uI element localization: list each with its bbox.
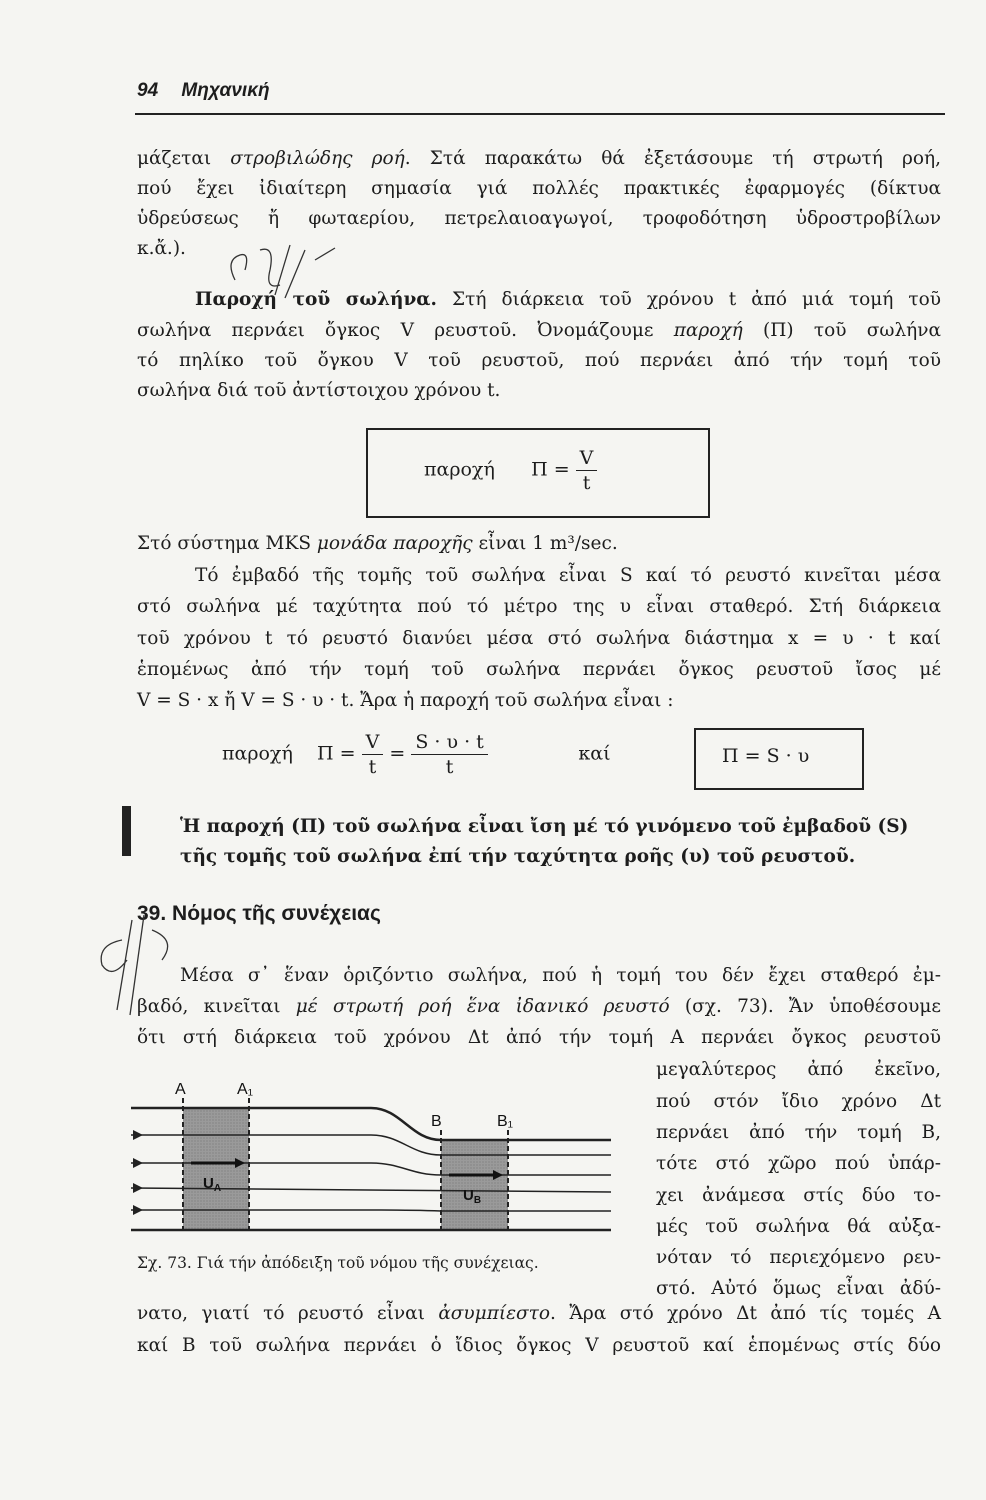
label-ub: $U_B$ [463,1187,482,1206]
formula-1: παροχή Π = $\frac{V}{t}$ [424,446,597,495]
figure-73-pipe-diagram [131,1080,611,1240]
theorem-line1: Ἡ παροχή (Π) τοῦ σωλήνα εἶναι ἴση μέ τό γινόμενο τοῦ ἐμβαδοῦ (S) [180,816,909,837]
para3-line1: Τό ἐμβαδό τῆς τομῆς τοῦ σωλήνα εἶναι S καί τό ρευστό κινεῖται μέσα [195,565,941,586]
para3-line5: V = S · x ἤ V = S · υ · t. Ἄρα ἡ παροχή τοῦ σωλήνα εἶναι : [137,690,674,711]
right-col-line6: μές τοῦ σωλήνα θά αὐξα- [656,1216,941,1237]
label-a: A [175,1081,186,1098]
formula-2: παροχή Π = $\frac{V}{t}$ = $\frac{S \cdot \upsilon \cdot t}{t}$ καί [222,731,611,778]
right-col-line3: περνάει ἀπό τήν τομή B, [656,1122,941,1143]
mks-unit-line: Στό σύστημα MKS μονάδα παροχῆς εἶναι 1 m³/sec. [137,533,618,554]
running-header [137,80,270,102]
para2-title: Παροχή τοῦ σωλήνα. [195,289,437,310]
para4-line1: Μέσα σ᾿ ἕναν ὁριζόντιο σωλήνα, πού ἡ τομή του δέν ἔχει σταθερό ἐμ- [180,965,941,986]
para1-line4: κ.ἄ.). [137,238,186,259]
para2-line2: σωλήνα περνάει ὄγκος V ρευστοῦ. Ὀνομάζουμε παροχή (Π) τοῦ σωλήνα [137,320,941,341]
label-a1: A₁ [237,1081,254,1098]
shaded-volume-a [183,1108,249,1230]
right-col-line2: πού στόν ἴδιο χρόνο Δt [656,1091,941,1112]
shaded-volume-b [441,1140,508,1230]
label-ua: $U_A$ [203,1175,222,1194]
para1-line1: μάζεται στροβιλώδης ροή. Στά παρακάτω θά ἐξετάσουμε τή στρωτή ροή, [137,148,941,169]
para2-line4: σωλήνα διά τοῦ ἀντίστοιχου χρόνου t. [137,380,501,401]
page-number: 94 [137,80,159,101]
para2-line3: τό πηλίκο τοῦ ὄγκου V τοῦ ρευστοῦ, πού περνάει ἀπό τήν τομή τοῦ [137,350,941,371]
para1-line2: πού ἔχει ἰδιαίτερη σημασία γιά πολλές πρακτικές ἐφαρμογές (δίκτυα [137,178,941,199]
para3-line3: τοῦ χρόνου t τό ρευστό διανύει μέσα στό σωλήνα διάστημα x = υ · t καί [137,628,941,649]
para4-line3: ὅτι στή διάρκεια τοῦ χρόνου Δt ἀπό τήν τομή A περνάει ὄγκος ρευστοῦ [137,1027,941,1048]
para4-line2: βαδό, κινεῖται μέ στρωτή ροή ἕνα ἰδανικό ρευστό (σχ. 73). Ἄν ὑποθέσουμε [137,996,941,1017]
label-b: B [431,1113,442,1130]
para1-line3: ὑδρεύσεως ἤ φωταερίου, πετρελαιοαγωγοί, τροφοδότηση ὑδροστροβίλων [137,208,941,229]
right-col-line7: νόταν τό περιεχόμενο ρευ- [656,1247,941,1268]
arrow-left-2 [133,1158,143,1168]
para2-line1: Παροχή τοῦ σωλήνα. Στή διάρκεια τοῦ χρόνου t ἀπό μιά τομή τοῦ [195,289,942,310]
theorem-marker [122,806,131,856]
right-col-line5: χει ἀνάμεσα στίς δύο το- [656,1185,941,1206]
right-col-line1: μεγαλύτερος ἀπό ἐκεῖνο, [656,1059,941,1080]
formula-2-boxed: Π = S · υ [722,745,810,767]
right-col-line8: στό. Αὐτό ὅμως εἶναι ἀδύ- [656,1278,941,1299]
section-heading: 39. Νόμος τῆς συνέχειας [137,902,381,925]
header-rule [135,113,945,115]
final-line2: καί B τοῦ σωλήνα περνάει ὁ ἴδιος ὄγκος V ρευστοῦ καί ἑπομένως στίς δύο [137,1335,941,1356]
right-col-line4: τότε στό χῶρο πού ὑπάρ- [656,1153,941,1174]
arrow-left-4 [133,1205,143,1215]
header-title: Μηχανική [181,80,270,101]
arrow-left-1 [133,1130,143,1140]
figure-caption: Σχ. 73. Γιά τήν ἀπόδειξη τοῦ νόμου τῆς συνέχειας. [137,1254,539,1272]
final-line1: νατο, γιατί τό ρευστό εἶναι ἀσυμπίεστο. Ἄρα στό χρόνο Δt ἀπό τίς τομές A [137,1303,941,1324]
label-b1: B₁ [497,1113,514,1130]
theorem-line2: τῆς τομῆς τοῦ σωλήνα ἐπί τήν ταχύτητα ροῆς (υ) τοῦ ρευστοῦ. [180,846,856,867]
para3-line2: στό σωλήνα μέ ταχύτητα πού τό μέτρο της υ εἶναι σταθερό. Στή διάρκεια [137,596,941,617]
para3-line4: ἑπομένως ἀπό τήν τομή τοῦ σωλήνα περνάει ὄγκος ρευστοῦ ἴσος μέ [137,659,941,680]
arrow-left-3 [133,1183,143,1193]
